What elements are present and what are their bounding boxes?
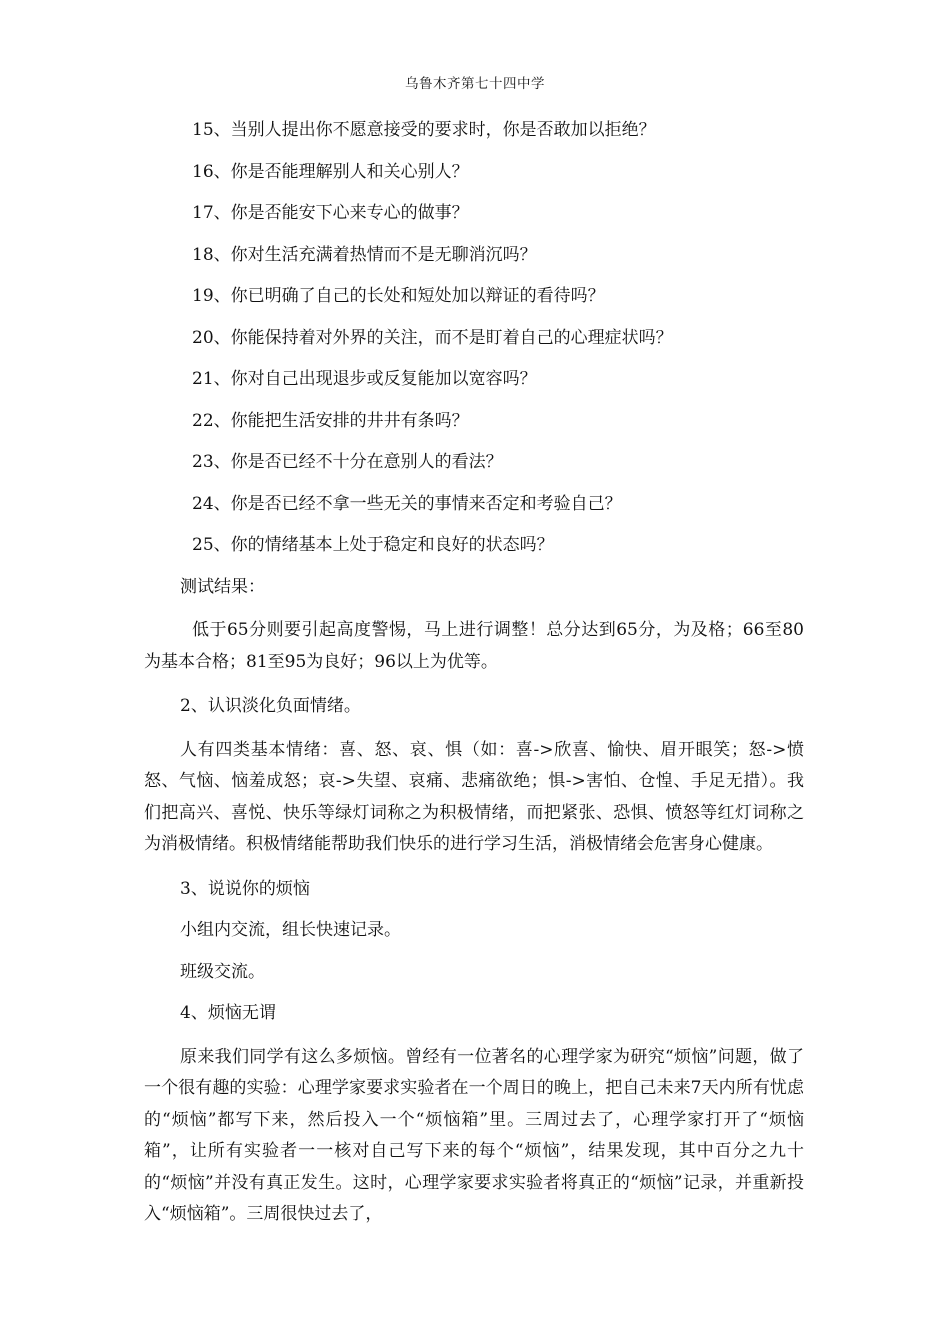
section-4-heading: 4、烦恼无谓 xyxy=(180,1003,276,1023)
question-22: 22、你能把生活安排的井井有条吗？ xyxy=(192,410,469,431)
question-18: 18、你对生活充满着热情而不是无聊消沉吗？ xyxy=(192,244,537,265)
question-20: 20、你能保持着对外界的关注，而不是盯着自己的心理症状吗？ xyxy=(192,327,673,348)
document-body xyxy=(144,117,804,1246)
question-24: 24、你是否已经不拿一些无关的事情来否定和考验自己？ xyxy=(192,493,622,514)
section-2-heading: 2、认识淡化负面情绪。 xyxy=(180,696,361,716)
question-23: 23、你是否已经不十分在意别人的看法？ xyxy=(192,452,503,472)
question-21: 21、你对自己出现退步或反复能加以宽容吗？ xyxy=(192,369,537,389)
section-4-paragraph: 原来我们同学有这么多烦恼。曾经有一位著名的心理学家为研究“烦恼”问题，做了一个很有趣的实验：心理学家要求实验者在一个周日的晚上，把自己未来7天内所有忧虑的“烦恼”都写下来，然后投入一个“烦恼箱”里。三周过去了，心理学家打开了“烦恼箱”，让所有实验者一一核对自己写下来的每个“烦恼”，结果发现，其中百分之九十的“烦恼”并没有真正发生。这时，心理学家要求实验者将真正的“烦恼”记录，并重新投入“烦恼箱”。三周很快过去了， xyxy=(144,1046,804,1224)
page-header: 乌鲁木齐第七十四中学 xyxy=(405,76,545,92)
question-15: 15、当别人提出你不愿意接受的要求时，你是否敢加以拒绝？ xyxy=(192,120,656,140)
question-19: 19、你已明确了自己的长处和短处加以辩证的看待吗？ xyxy=(192,286,605,306)
section-3-heading: 3、说说你的烦恼 xyxy=(180,878,310,899)
result-paragraph: 低于65分则要引起高度警惕，马上进行调整！总分达到65分，为及格；66至80为基本合格；81至95为良好；96以上为优等。 xyxy=(144,620,804,672)
result-heading: 测试结果： xyxy=(180,576,265,597)
section-3-line-2: 班级交流。 xyxy=(180,961,265,982)
question-16: 16、你是否能理解别人和关心别人？ xyxy=(192,161,469,182)
question-17: 17、你是否能安下心来专心的做事？ xyxy=(192,203,469,223)
section-2-paragraph: 人有四类基本情绪：喜、怒、哀、惧（如：喜->欣喜、愉快、眉开眼笑；怒->愤怒、气恼、恼羞成怒；哀->失望、哀痛、悲痛欲绝；惧->害怕、仓惶、手足无措）。我们把高兴、喜悦、快乐等绿灯词称之为积极情绪，而把紧张、恐惧、愤怒等红灯词称之为消极情绪。积极情绪能帮助我们快乐的进行学习生活，消极情绪会危害身心健康。 xyxy=(144,739,804,854)
question-25: 25、你的情绪基本上处于稳定和良好的状态吗？ xyxy=(192,535,554,555)
section-3-line-1: 小组内交流，组长快速记录。 xyxy=(180,920,401,940)
